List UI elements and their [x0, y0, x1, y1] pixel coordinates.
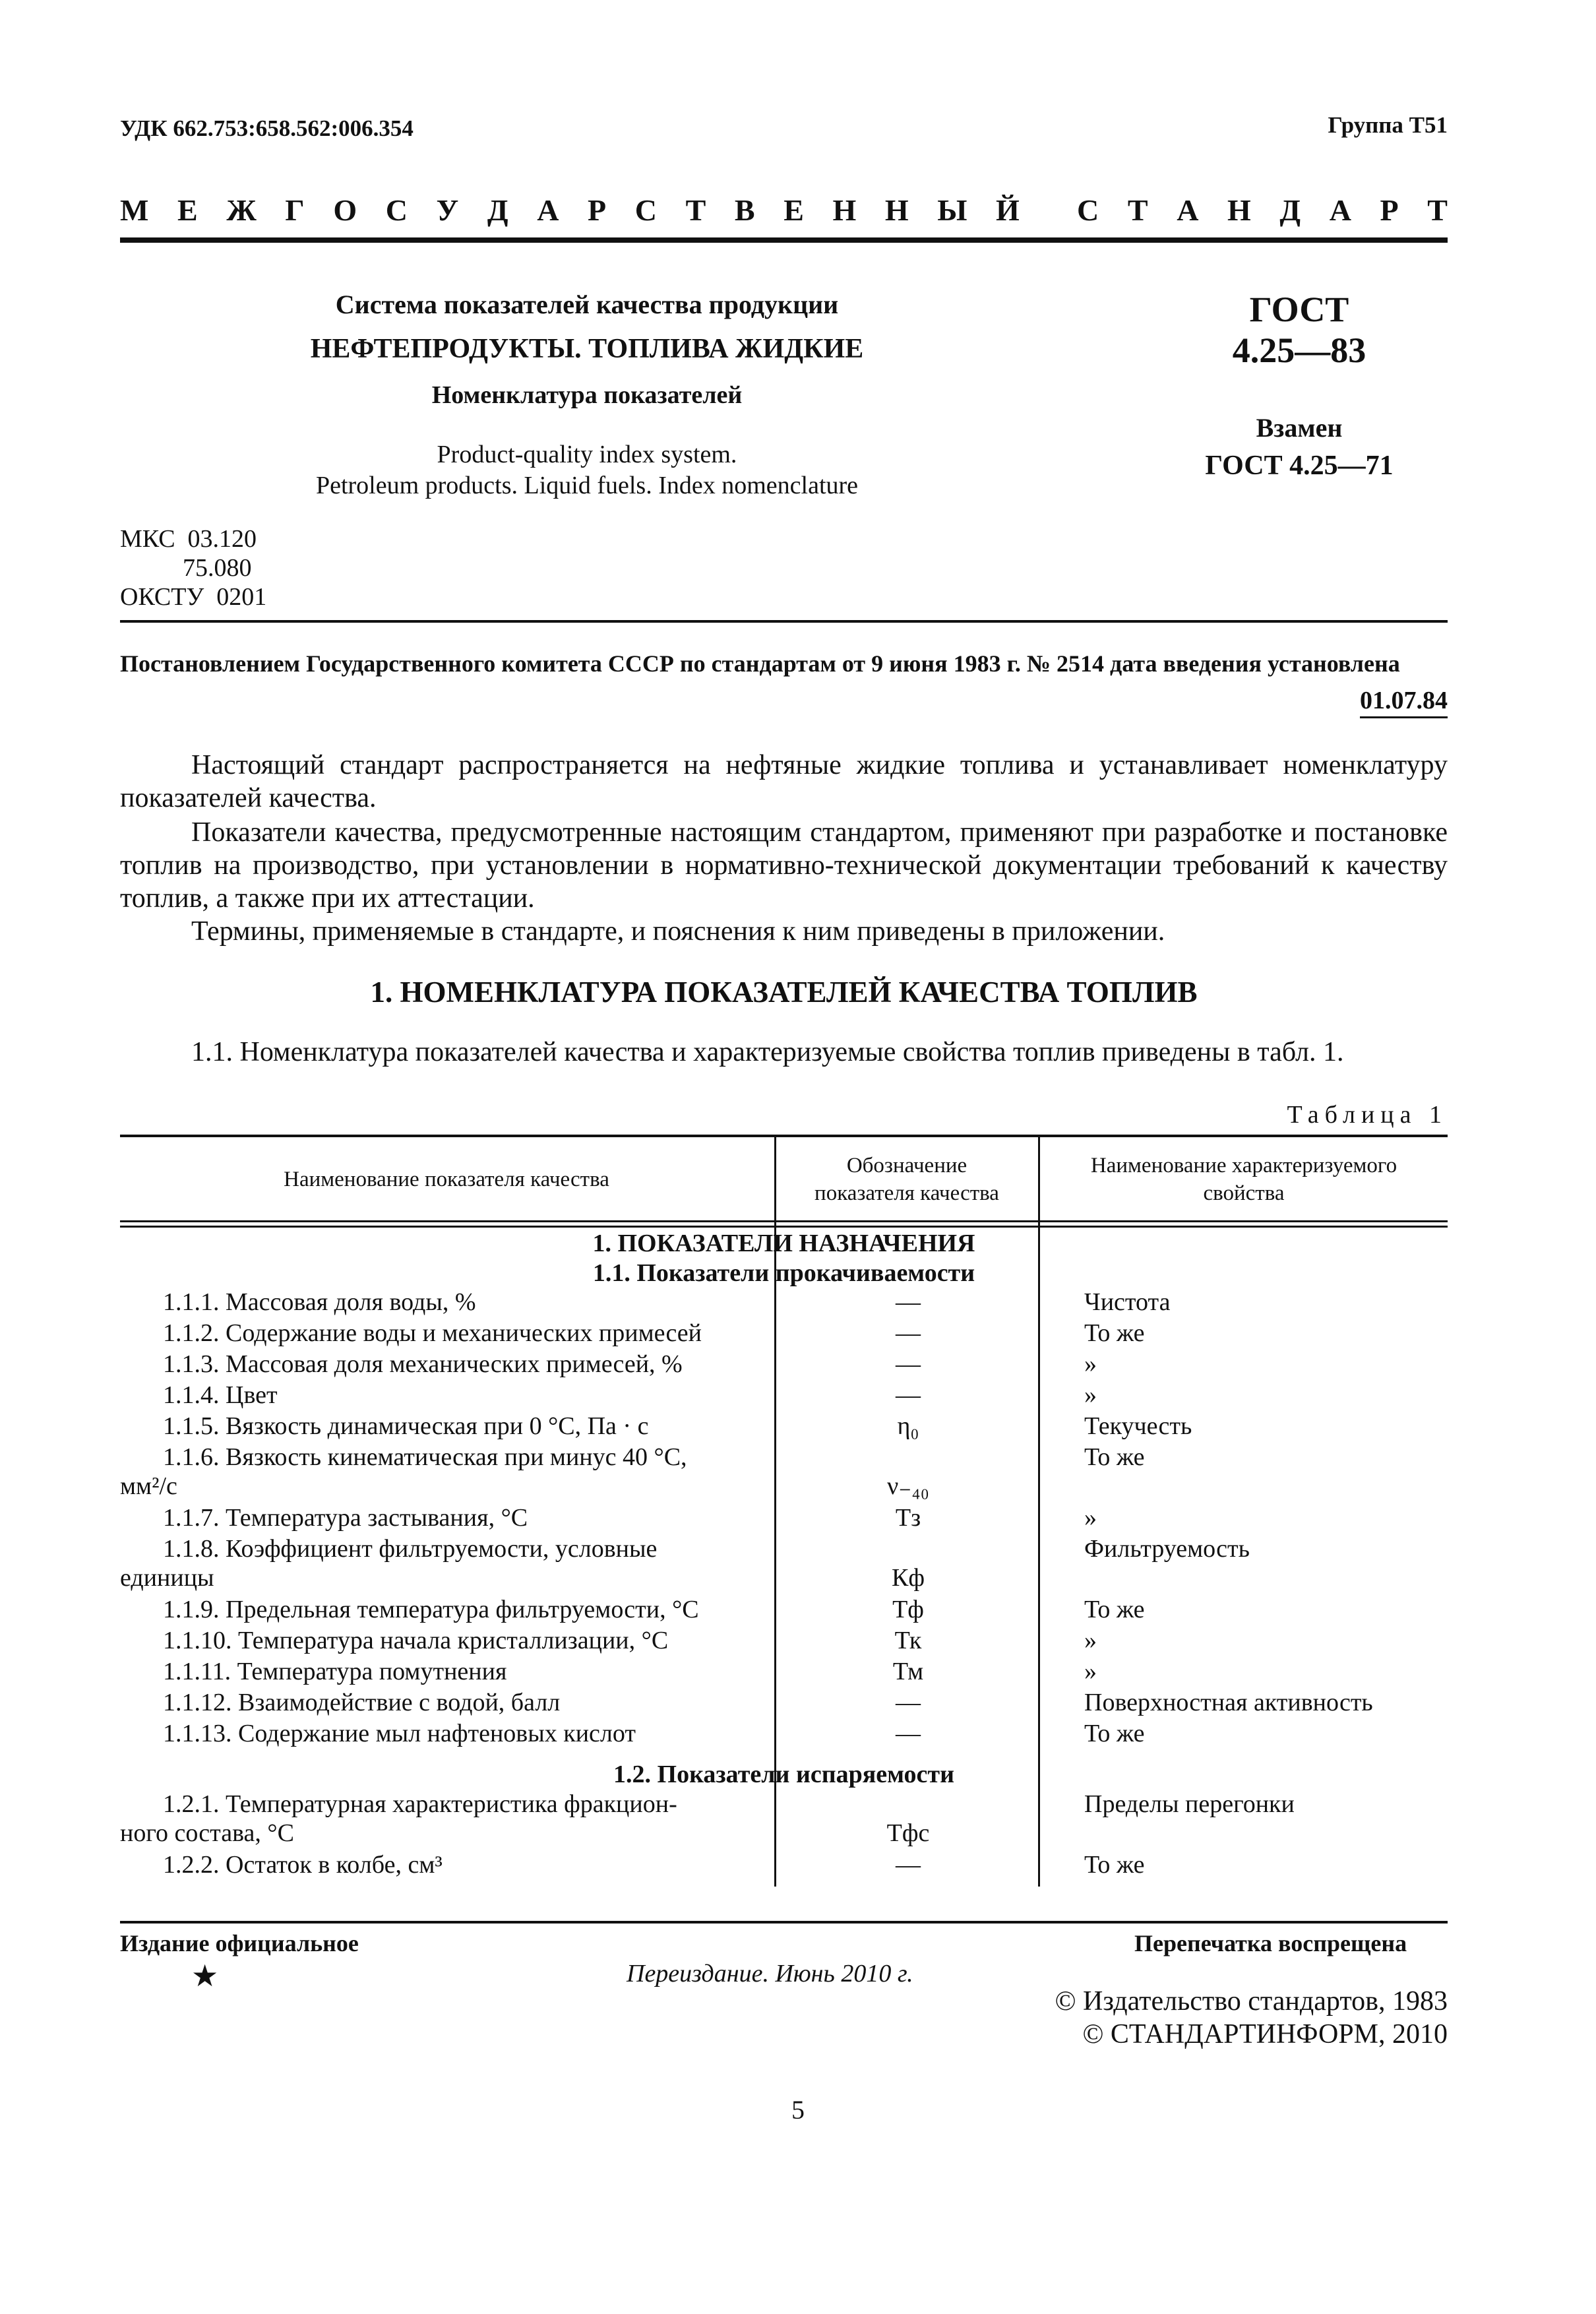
replaces-label: Взамен: [1256, 413, 1343, 443]
copyright-2010: © СТАНДАРТИНФОРМ, 2010: [1082, 2019, 1448, 2049]
heading-letter: Н: [832, 193, 857, 227]
interstate-standard-heading: [120, 193, 1448, 228]
row-property: Фильтруемость: [1084, 1535, 1250, 1563]
row-index-name: 1.1.8. Коэффициент фильтруемости, условные: [163, 1535, 658, 1563]
copyright-1983: © Издательство стандартов, 1983: [1055, 1986, 1448, 2017]
quality-index-table: [120, 1135, 1448, 1887]
row-index-name: 1.1.4. Цвет: [163, 1381, 278, 1409]
row-property: »: [1084, 1627, 1097, 1654]
row-index-name: 1.1.6. Вязкость кинематическая при минус 40 °С,: [163, 1443, 687, 1471]
row-symbol: Тфс: [886, 1819, 930, 1847]
heading-letter: Ы: [937, 193, 967, 227]
row-symbol: Тф: [892, 1596, 924, 1623]
heading-letter: Н: [884, 193, 909, 227]
mks-code-1: МКС 03.120: [120, 525, 257, 553]
heading-letter: Ж: [226, 193, 257, 227]
header-symbol-line2: показателя качества: [814, 1181, 999, 1205]
clause-1-1: 1.1. Номенклатура показателей качества и характеризуемые свойства топлив приведены в табл. 1.: [191, 1037, 1344, 1067]
row-symbol: —: [896, 1689, 921, 1716]
row-symbol: —: [896, 1381, 921, 1409]
english-title-line1: Product-quality index system.: [437, 441, 737, 468]
row-symbol: —: [896, 1851, 921, 1879]
heading-letter: С: [385, 193, 408, 227]
header-property-line2: свойства: [1203, 1181, 1285, 1205]
heading-letter: А: [1329, 193, 1351, 227]
row-index-name: 1.1.9. Предельная температура фильтруемости, °С: [163, 1596, 699, 1623]
heading-letter: О: [333, 193, 357, 227]
star-icon: ★: [191, 1959, 219, 1993]
row-property: Поверхностная активность: [1084, 1689, 1373, 1716]
row-symbol: —: [896, 1720, 921, 1747]
english-title-line2: Petroleum products. Liquid fuels. Index nomenclature: [315, 472, 859, 499]
row-index-name: 1.1.1. Массовая доля воды, %: [163, 1288, 476, 1316]
row-property: То же: [1084, 1319, 1145, 1347]
table-header-rule-2: [120, 1226, 1448, 1228]
header-name-text: Наименование показателя качества: [284, 1168, 609, 1191]
heading-letter: Т: [1427, 193, 1448, 227]
okstu-code: ОКСТУ 0201: [120, 583, 267, 611]
row-index-name: 1.1.11. Температура помутнения: [163, 1658, 507, 1685]
row-property: Пределы перегонки: [1084, 1790, 1295, 1818]
decree-text: Постановлением Государственного комитета СССР по стандартам от 9 июня 1983 г. № 2514 дата введения установлена: [120, 650, 1400, 677]
row-symbol: Тк: [894, 1627, 922, 1654]
heading-letter: А: [1177, 193, 1199, 227]
row-index-name: 1.2.1. Температурная характеристика фракцион-: [163, 1790, 677, 1818]
table-header-rule-1: [120, 1220, 1448, 1222]
sub-title: Номенклатура показателей: [431, 381, 743, 409]
row-index-name: 1.2.2. Остаток в колбе, см³: [163, 1851, 443, 1879]
paragraph-scope: Настоящий стандарт распространяется на нефтяные жидкие топлива и устанавливает номенклатуру показателей качества.: [120, 750, 1448, 813]
row-index-name: 1.1.5. Вязкость динамическая при 0 °С, Па · с: [163, 1412, 649, 1440]
heading-letter: Р: [1380, 193, 1399, 227]
heading-letter: Т: [1127, 193, 1148, 227]
heading-letter: Р: [588, 193, 607, 227]
heading-letter: С: [634, 193, 657, 227]
row-symbol: —: [896, 1350, 921, 1378]
row-property: То же: [1084, 1720, 1145, 1747]
gost-number: 4.25—83: [1232, 330, 1366, 370]
table-header-symbol: [776, 1140, 1037, 1219]
row-property: Текучесть: [1084, 1412, 1192, 1440]
heading-letter: Г: [285, 193, 305, 227]
heading-letter: Т: [685, 193, 706, 227]
row-property: »: [1084, 1504, 1097, 1532]
row-symbol: ν₋₄₀: [887, 1472, 929, 1500]
group-code: Группа Т51: [1328, 112, 1448, 138]
header-property-line1: Наименование характеризуемого: [1090, 1154, 1397, 1177]
row-symbol: Тз: [895, 1504, 921, 1532]
row-index-name: 1.1.10. Температура начала кристаллизации, °С: [163, 1627, 669, 1654]
heading-letter: М: [120, 193, 149, 227]
table-header-name: [120, 1140, 773, 1219]
row-symbol: —: [896, 1288, 921, 1316]
row-index-name: 1.1.12. Взаимодействие с водой, балл: [163, 1689, 561, 1716]
row-symbol: Тм: [892, 1658, 924, 1685]
replaces-number: ГОСТ 4.25—71: [1205, 451, 1394, 481]
row-property: Чистота: [1084, 1288, 1171, 1316]
header-symbol-line1: Обозначение: [846, 1154, 967, 1177]
heading-letter: Е: [177, 193, 198, 227]
heading-letter: Н: [1227, 193, 1251, 227]
row-symbol: Кф: [892, 1564, 925, 1592]
table-subsection-volatility: 1.2. Показатели испаряемости: [613, 1761, 954, 1788]
heading-letter: У: [436, 193, 459, 227]
row-index-name: 1.1.3. Массовая доля механических примесей, %: [163, 1350, 683, 1378]
page-number: 5: [791, 2095, 805, 2125]
udk-code: УДК 662.753:658.562:006.354: [120, 115, 414, 141]
reprint-prohibited: Перепечатка воспрещена: [1134, 1930, 1407, 1956]
row-property: То же: [1084, 1596, 1145, 1623]
row-symbol: —: [896, 1319, 921, 1347]
official-edition: Издание официальное: [120, 1930, 359, 1956]
row-index-name: 1.1.2. Содержание воды и механических примесей: [163, 1319, 702, 1347]
decree-date: 01.07.84: [1360, 686, 1448, 718]
main-title: НЕФТЕПРОДУКТЫ. ТОПЛИВА ЖИДКИЕ: [310, 334, 864, 364]
heading-letter: Е: [783, 193, 804, 227]
system-title: Система показателей качества продукции: [335, 290, 839, 319]
row-property: »: [1084, 1381, 1097, 1409]
row-property: »: [1084, 1658, 1097, 1685]
section-heading: 1. НОМЕНКЛАТУРА ПОКАЗАТЕЛЕЙ КАЧЕСТВА ТОПЛИВ: [370, 976, 1198, 1009]
classification-codes: [120, 524, 266, 611]
heading-letter: С: [1077, 193, 1099, 227]
header-rule: [120, 237, 1448, 243]
heading-letter: Д: [487, 193, 508, 227]
row-index-name: 1.1.7. Температура застывания, °С: [163, 1504, 528, 1532]
reissue-note: Переиздание. Июнь 2010 г.: [627, 1960, 913, 1987]
row-index-name-cont: единицы: [120, 1564, 214, 1592]
footer-rule: [120, 1921, 1448, 1923]
paragraph-terms: Термины, применяемые в стандарте, и пояснения к ним приведены в приложении.: [191, 916, 1165, 947]
paragraph-application: Показатели качества, предусмотренные настоящим стандартом, применяют при разработке и постановке топлив на производство, при установлении в нормативно-технической документации требований к качеству топлив, а также при их аттестации.: [120, 817, 1448, 914]
title-rule: [120, 620, 1448, 623]
heading-letter: Й: [996, 193, 1020, 227]
row-index-name-cont: мм²/с: [120, 1472, 177, 1500]
table-header-property: [1040, 1140, 1448, 1219]
row-property: То же: [1084, 1443, 1145, 1471]
table-label: Таблица 1: [1287, 1101, 1448, 1129]
heading-letter: Д: [1279, 193, 1301, 227]
table-top-rule: [120, 1135, 1448, 1137]
row-symbol: η₀: [897, 1412, 919, 1440]
row-index-name-cont: ного состава, °С: [120, 1819, 294, 1847]
mks-code-2: 75.080: [120, 554, 252, 582]
heading-letter: А: [537, 193, 559, 227]
table-subsection-pumpability: 1.1. Показатели прокачиваемости: [592, 1259, 975, 1287]
heading-letter: В: [734, 193, 755, 227]
row-index-name: 1.1.13. Содержание мыл нафтеновых кислот: [163, 1720, 636, 1747]
row-property: »: [1084, 1350, 1097, 1378]
gost-label: ГОСТ: [1249, 290, 1349, 329]
row-property: То же: [1084, 1851, 1145, 1879]
table-section-purpose: 1. ПОКАЗАТЕЛИ НАЗНАЧЕНИЯ: [592, 1230, 975, 1257]
